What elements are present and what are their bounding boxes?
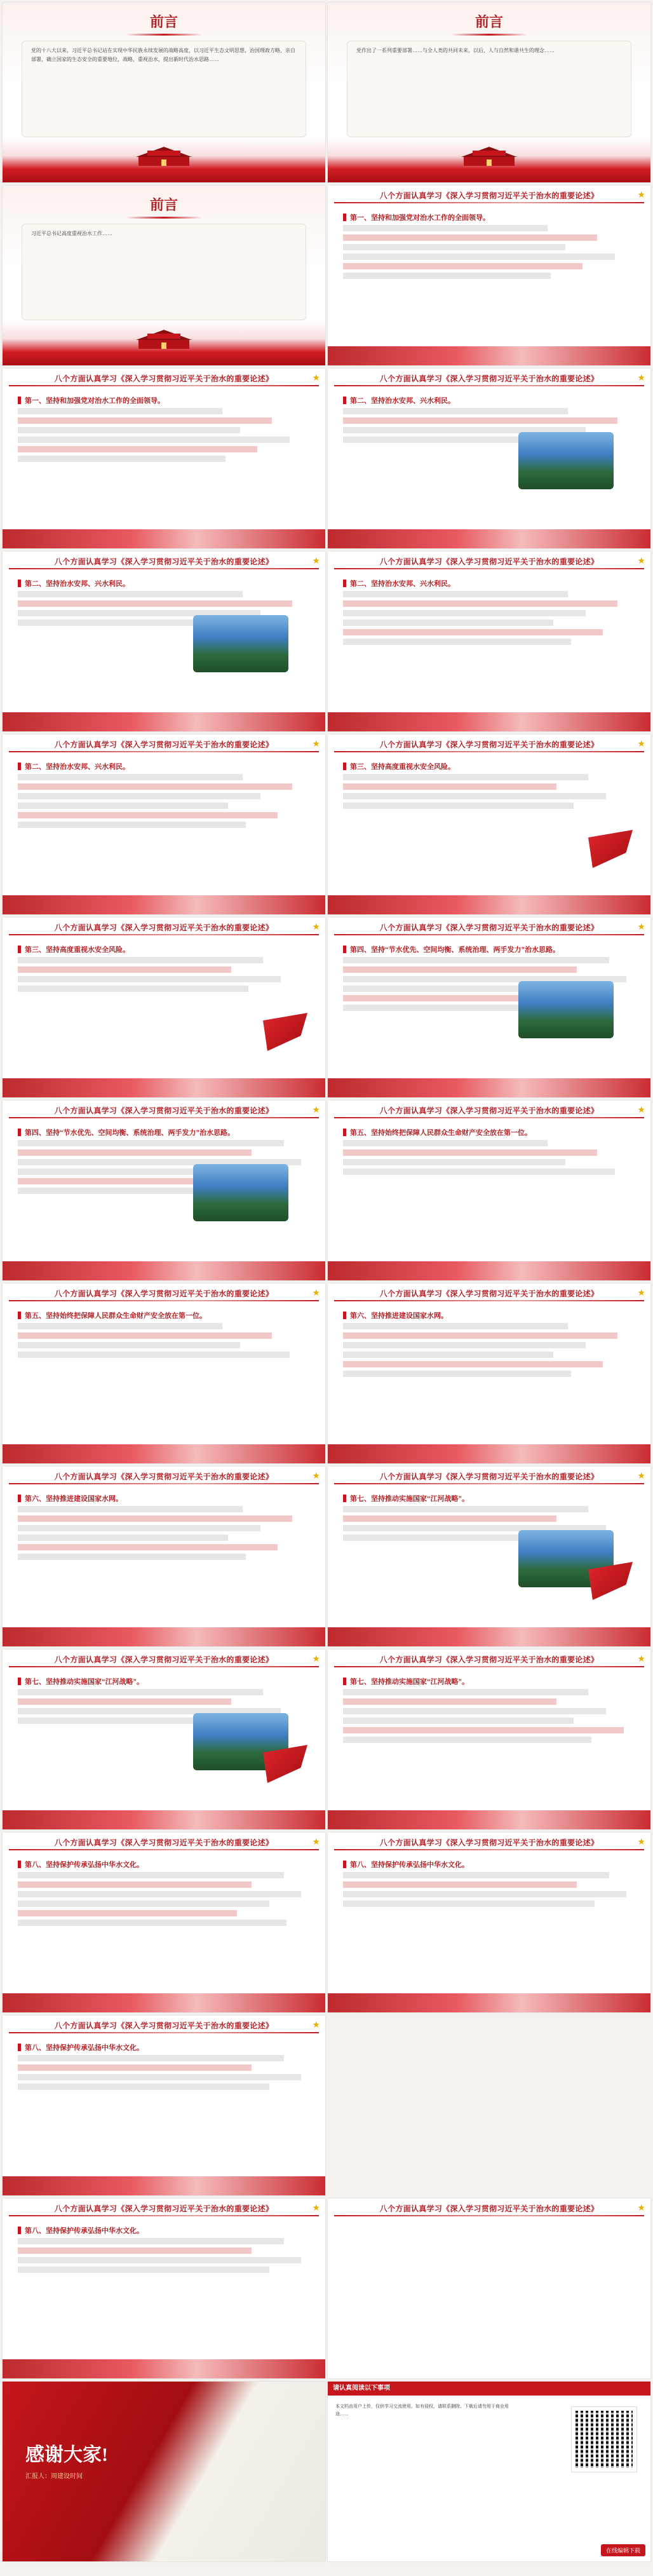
text-line	[343, 793, 606, 799]
text-line	[343, 1332, 617, 1339]
text-line	[18, 2064, 252, 2071]
slide-section-7[interactable]	[328, 1467, 650, 1646]
text-line	[18, 812, 278, 818]
slide-header-title: 八个方面认真学习《深入学习贯彻习近平关于治水的重要论述》	[54, 374, 274, 383]
landscape-photo	[518, 981, 614, 1038]
red-band-decoration	[3, 895, 325, 914]
section-body	[343, 1323, 635, 1380]
star-icon: ★	[312, 2019, 320, 2030]
text-line	[18, 1323, 222, 1329]
text-line	[343, 957, 609, 963]
text-line	[343, 600, 617, 607]
text-line	[343, 1361, 603, 1367]
slide-header-title: 八个方面认真学习《深入学习贯彻习近平关于治水的重要论述》	[379, 1838, 599, 1847]
text-line	[18, 957, 263, 963]
star-icon: ★	[637, 1836, 645, 1847]
section-body	[343, 591, 635, 648]
red-flag-decoration	[263, 1013, 307, 1051]
slide-header-title: 八个方面认真学习《深入学习贯彻习近平关于治水的重要论述》	[379, 1472, 599, 1481]
text-line	[343, 273, 551, 279]
section-heading: 第八、坚持保护传承弘扬中华水文化。	[18, 2225, 144, 2235]
text-line	[18, 600, 292, 607]
header-underline	[9, 1300, 319, 1301]
section-heading: 第八、坚持保护传承弘扬中华水文化。	[18, 2042, 144, 2052]
slide-header	[328, 1467, 650, 1486]
notice-panel	[328, 2382, 650, 2561]
text-line	[18, 803, 228, 809]
text-line	[343, 225, 548, 231]
section-heading: 第一、坚持和加强党对治水工作的全面领导。	[18, 395, 165, 405]
star-icon: ★	[312, 1104, 320, 1115]
star-icon: ★	[637, 555, 645, 566]
section-heading: 第一、坚持和加强党对治水工作的全面领导。	[343, 212, 490, 222]
slide-header	[3, 1467, 325, 1486]
section-heading: 第三、坚持高度重视水安全风险。	[343, 761, 455, 771]
slide-summary[interactable]	[328, 2199, 650, 2378]
text-line	[343, 1891, 626, 1897]
text-line	[343, 254, 615, 260]
text-line	[18, 456, 226, 462]
text-line	[18, 1891, 301, 1897]
section-heading: 第六、坚持推进建设国家水网。	[18, 1493, 123, 1503]
slide-header-title: 八个方面认真学习《深入学习贯彻习近平关于治水的重要论述》	[54, 1472, 274, 1481]
slide-header-title: 八个方面认真学习《深入学习贯彻习近平关于治水的重要论述》	[379, 1106, 599, 1115]
text-line	[18, 822, 246, 828]
section-heading: 第二、坚持治水安邦、兴水利民。	[343, 395, 455, 405]
star-icon: ★	[637, 2202, 645, 2213]
text-line	[343, 1140, 548, 1146]
slide-header-title: 八个方面认真学习《深入学习贯彻习近平关于治水的重要论述》	[54, 1106, 274, 1115]
slide-section-8[interactable]	[3, 2016, 325, 2195]
header-underline	[9, 568, 319, 569]
red-band-decoration	[328, 1627, 650, 1646]
slide-section-8-final[interactable]	[3, 2199, 325, 2378]
text-line	[18, 976, 281, 982]
star-icon: ★	[312, 1470, 320, 1481]
slide-header	[328, 1101, 650, 1120]
red-band-decoration	[3, 529, 325, 548]
red-band-decoration	[3, 1078, 325, 1097]
preface-text: 习近平总书记高度重视治水工作……	[31, 231, 112, 236]
text-line	[18, 2074, 301, 2080]
text-line	[343, 263, 582, 269]
header-underline	[334, 751, 644, 752]
text-line	[18, 1910, 237, 1916]
text-line	[18, 1332, 272, 1339]
section-heading: 第八、坚持保护传承弘扬中华水文化。	[18, 1859, 144, 1869]
slide-header	[3, 2199, 325, 2218]
star-icon: ★	[637, 1653, 645, 1664]
header-underline	[334, 1483, 644, 1484]
text-line	[18, 1342, 240, 1348]
header-underline	[9, 385, 319, 386]
slide-header-title: 八个方面认真学习《深入学习贯彻习近平关于治水的重要论述》	[379, 2204, 599, 2213]
header-underline	[334, 1666, 644, 1667]
text-line	[18, 2247, 252, 2254]
slide-section-2[interactable]	[3, 735, 325, 914]
text-line	[343, 1323, 568, 1329]
text-line	[343, 234, 597, 241]
section-heading: 第六、坚持推进建设国家水网。	[343, 1310, 448, 1320]
text-line	[18, 427, 240, 433]
text-line	[343, 803, 574, 809]
landscape-photo	[193, 615, 288, 672]
text-line	[343, 1342, 586, 1348]
text-line	[18, 1689, 263, 1695]
slide-section-3[interactable]	[328, 735, 650, 914]
slide-section-5[interactable]	[328, 1101, 650, 1280]
text-line	[18, 1881, 252, 1888]
slide-header-title: 八个方面认真学习《深入学习贯彻习近平关于治水的重要论述》	[379, 374, 599, 383]
qr-code-icon	[572, 2407, 636, 2472]
preface-scroll	[22, 224, 306, 320]
text-line	[18, 793, 260, 799]
slide-header	[328, 186, 650, 205]
text-line	[343, 1881, 577, 1888]
preface-text: 党的十八大以来，习近平总书记站在实现中华民族永续发展的战略高度，以习近平生态文明思想，治国理政方略，亲自部署，确立国家的生态安全的重要地位，战略，重视治水，提出新时代治水思路……	[31, 48, 295, 62]
header-underline	[334, 568, 644, 569]
text-line	[343, 629, 603, 635]
star-icon: ★	[312, 372, 320, 383]
slide-header-title: 八个方面认真学习《深入学习贯彻习近平关于治水的重要论述》	[54, 923, 274, 932]
section-body	[343, 1140, 635, 1178]
slide-header-title: 八个方面认真学习《深入学习贯彻习近平关于治水的重要论述》	[379, 923, 599, 932]
slide-preface-2[interactable]	[328, 3, 650, 182]
section-body	[18, 774, 310, 831]
header-underline	[9, 1666, 319, 1667]
slide-header	[328, 1284, 650, 1303]
slide-section-2[interactable]	[328, 552, 650, 731]
tiananmen-icon	[133, 144, 194, 168]
slide-header	[3, 1101, 325, 1120]
text-line	[18, 1901, 269, 1907]
slide-header-title: 八个方面认真学习《深入学习贯彻习近平关于治水的重要论述》	[54, 1655, 274, 1664]
slide-header	[3, 1284, 325, 1303]
section-heading: 第五、坚持始终把保障人民群众生命财产安全放在第一位。	[18, 1310, 206, 1320]
text-line	[343, 244, 565, 250]
header-underline	[334, 1849, 644, 1850]
header-underline	[9, 751, 319, 752]
slide-preface-3[interactable]	[3, 186, 325, 365]
slide-section-4[interactable]	[328, 918, 650, 1097]
slide-header-title: 八个方面认真学习《深入学习贯彻习近平关于治水的重要论述》	[54, 557, 274, 566]
section-body	[18, 408, 310, 465]
section-heading: 第二、坚持治水安邦、兴水利民。	[18, 578, 130, 588]
section-heading: 第四、坚持“节水优先、空间均衡、系统治理、两手发力”治水思路。	[343, 944, 560, 954]
header-underline	[334, 934, 644, 935]
text-line	[18, 2267, 269, 2273]
text-line	[18, 1554, 246, 1560]
slide-header	[328, 552, 650, 571]
star-icon: ★	[637, 1287, 645, 1298]
text-line	[343, 1352, 553, 1358]
text-line	[18, 437, 290, 443]
star-icon: ★	[637, 189, 645, 200]
text-line	[343, 1689, 588, 1695]
download-button[interactable]: 在线编辑下载	[601, 2544, 645, 2556]
header-underline	[9, 2215, 319, 2216]
red-band-decoration	[3, 1810, 325, 1829]
slide-header	[328, 369, 650, 388]
text-line	[18, 1352, 290, 1358]
star-icon: ★	[312, 1287, 320, 1298]
text-line	[343, 1718, 574, 1724]
slide-header-title: 八个方面认真学习《深入学习贯彻习近平关于治水的重要论述》	[379, 740, 599, 749]
text-line	[343, 1169, 615, 1175]
text-line	[18, 2084, 269, 2090]
section-heading: 第三、坚持高度重视水安全风险。	[18, 944, 130, 954]
slide-header-title: 八个方面认真学习《深入学习贯彻习近平关于治水的重要论述》	[54, 1289, 274, 1298]
slide-header	[3, 2016, 325, 2035]
text-line	[343, 610, 586, 616]
header-underline	[334, 2215, 644, 2216]
preface-title: 前言	[328, 11, 650, 36]
section-body	[343, 1872, 635, 1910]
text-line	[18, 1872, 284, 1878]
header-underline	[334, 1300, 644, 1301]
red-band-decoration	[328, 1444, 650, 1463]
slide-section-8[interactable]	[3, 1833, 325, 2012]
slide-thanks[interactable]	[3, 2382, 325, 2561]
star-icon: ★	[312, 921, 320, 932]
section-heading: 第四、坚持“节水优先、空间均衡、系统治理、两手发力”治水思路。	[18, 1127, 234, 1137]
slide-header	[328, 735, 650, 754]
section-heading: 第七、坚持推动实施国家“江河战略”。	[343, 1676, 469, 1686]
text-line	[18, 2238, 284, 2244]
slide-section-7[interactable]	[3, 1650, 325, 1829]
star-icon: ★	[312, 1836, 320, 1847]
notice-title: 请认真阅读以下事项	[328, 2382, 650, 2396]
thanks-subtitle: 汇报人：周建设时间	[25, 2473, 83, 2480]
header-underline	[9, 1849, 319, 1850]
qr-pattern	[576, 2411, 633, 2468]
text-line	[343, 591, 568, 597]
section-heading: 第二、坚持治水安邦、兴水利民。	[18, 761, 130, 771]
slide-header	[328, 1650, 650, 1669]
slide-header-title: 八个方面认真学习《深入学习贯彻习近平关于治水的重要论述》	[54, 740, 274, 749]
star-icon: ★	[312, 555, 320, 566]
section-body	[343, 225, 635, 282]
text-line	[343, 639, 571, 645]
section-heading: 第七、坚持推动实施国家“江河战略”。	[343, 1493, 469, 1503]
text-line	[18, 1525, 260, 1531]
slide-header	[3, 1650, 325, 1669]
preface-title: 前言	[3, 194, 325, 219]
text-line	[343, 966, 577, 973]
star-icon: ★	[312, 2202, 320, 2213]
red-flag-decoration	[588, 830, 633, 868]
text-line	[343, 1159, 565, 1165]
thanks-title: 感谢大家!	[25, 2444, 108, 2465]
section-body	[18, 957, 310, 995]
text-line	[18, 2055, 284, 2061]
slide-section-6[interactable]	[328, 1284, 650, 1463]
header-underline	[9, 1483, 319, 1484]
header-underline	[9, 1117, 319, 1118]
text-line	[343, 774, 588, 780]
tiananmen-icon	[459, 144, 520, 168]
slide-section-8[interactable]	[328, 1833, 650, 2012]
text-line	[18, 986, 248, 992]
slide-section-1a[interactable]	[328, 186, 650, 365]
section-body	[18, 2238, 310, 2276]
text-line	[18, 774, 243, 780]
slide-notice[interactable]	[328, 2382, 650, 2561]
text-line	[18, 1698, 231, 1705]
section-heading: 第八、坚持保护传承弘扬中华水文化。	[343, 1859, 469, 1869]
preface-scroll	[22, 41, 306, 137]
section-heading: 第二、坚持治水安邦、兴水利民。	[343, 578, 455, 588]
red-band-decoration	[328, 712, 650, 731]
text-line	[343, 1737, 591, 1743]
section-body	[18, 1323, 310, 1361]
preface-scroll	[347, 41, 631, 137]
red-band-decoration	[328, 346, 650, 365]
slide-header	[328, 2199, 650, 2218]
red-band-decoration	[3, 2176, 325, 2195]
section-body	[18, 2055, 310, 2093]
slide-header-title: 八个方面认真学习《深入学习贯彻习近平关于治水的重要论述》	[54, 1838, 274, 1847]
slide-section-6[interactable]	[3, 1467, 325, 1646]
text-line	[18, 408, 222, 414]
red-band-decoration	[3, 1444, 325, 1463]
notice-text: 本文档由用户上传，仅供学习交流使用。如有侵权，请联系删除。下载后请勿用于商业用途……	[335, 2404, 509, 2417]
red-band-decoration	[328, 1810, 650, 1829]
red-band-decoration	[3, 2359, 325, 2378]
slide-header-title: 八个方面认真学习《深入学习贯彻习近平关于治水的重要论述》	[54, 2204, 274, 2213]
text-line	[343, 408, 568, 414]
slide-header	[3, 369, 325, 388]
text-line	[343, 1708, 606, 1714]
slide-header-title: 八个方面认真学习《深入学习贯彻习近平关于治水的重要论述》	[379, 191, 599, 200]
tiananmen-icon	[133, 327, 194, 351]
red-band-decoration	[3, 1993, 325, 2012]
header-underline	[9, 934, 319, 935]
slide-header	[3, 552, 325, 571]
red-band-decoration	[3, 1627, 325, 1646]
red-band-decoration	[328, 895, 650, 914]
star-icon: ★	[637, 1104, 645, 1115]
star-icon: ★	[312, 1653, 320, 1664]
section-body	[18, 1872, 310, 1929]
text-line	[18, 1149, 252, 1156]
text-line	[18, 1506, 243, 1512]
slide-preface-1[interactable]	[3, 3, 325, 182]
red-band-decoration	[328, 1078, 650, 1097]
slide-header	[3, 918, 325, 937]
slide-header-title: 八个方面认真学习《深入学习贯彻习近平关于治水的重要论述》	[379, 1289, 599, 1298]
slide-header-title: 八个方面认真学习《深入学习贯彻习近平关于治水的重要论述》	[379, 557, 599, 566]
slide-header	[328, 918, 650, 937]
section-heading: 第七、坚持推动实施国家“江河战略”。	[18, 1676, 144, 1686]
star-icon: ★	[637, 921, 645, 932]
section-heading: 第五、坚持始终把保障人民群众生命财产安全放在第一位。	[343, 1127, 532, 1137]
text-line	[18, 1544, 278, 1550]
slide-section-3[interactable]	[3, 918, 325, 1097]
header-underline	[334, 202, 644, 203]
text-line	[343, 1872, 609, 1878]
text-line	[18, 1140, 284, 1146]
text-line	[18, 446, 257, 452]
slide-header-title: 八个方面认真学习《深入学习贯彻习近平关于治水的重要论述》	[379, 1655, 599, 1664]
red-band-decoration	[3, 1261, 325, 1280]
text-line	[18, 783, 292, 790]
slide-section-2[interactable]	[328, 369, 650, 548]
section-body	[18, 1506, 310, 1563]
text-line	[18, 1535, 228, 1541]
slide-header-title: 八个方面认真学习《深入学习贯彻习近平关于治水的重要论述》	[54, 2021, 274, 2030]
header-underline	[334, 1117, 644, 1118]
text-line	[18, 2257, 301, 2263]
header-underline	[9, 2032, 319, 2033]
text-line	[343, 783, 556, 790]
slide-header	[3, 735, 325, 754]
text-line	[18, 591, 243, 597]
text-line	[343, 1371, 571, 1377]
slide-section-2[interactable]	[3, 552, 325, 731]
slide-header	[3, 1833, 325, 1852]
text-line	[343, 620, 553, 626]
red-band-decoration	[328, 529, 650, 548]
text-line	[343, 1506, 588, 1512]
text-line	[343, 1515, 556, 1522]
red-band-decoration	[328, 1993, 650, 2012]
red-band-decoration	[328, 1261, 650, 1280]
text-line	[343, 1727, 624, 1733]
landscape-photo	[518, 432, 614, 489]
text-line	[18, 1920, 286, 1926]
slide-section-4[interactable]	[3, 1101, 325, 1280]
star-icon: ★	[312, 738, 320, 749]
landscape-photo	[193, 1164, 288, 1221]
red-band-decoration	[3, 712, 325, 731]
text-line	[343, 417, 617, 424]
header-underline	[334, 385, 644, 386]
text-line	[343, 1901, 595, 1907]
star-icon: ★	[637, 738, 645, 749]
text-line	[18, 966, 231, 973]
preface-title: 前言	[3, 11, 325, 36]
star-icon: ★	[637, 372, 645, 383]
slide-section-1[interactable]	[3, 369, 325, 548]
text-line	[18, 1515, 292, 1522]
slide-section-5[interactable]	[3, 1284, 325, 1463]
text-line	[343, 1149, 597, 1156]
star-icon: ★	[637, 1470, 645, 1481]
text-line	[18, 417, 272, 424]
slide-header	[328, 1833, 650, 1852]
section-body	[343, 774, 635, 812]
slide-section-7[interactable]	[328, 1650, 650, 1829]
preface-text: 党作出了一系列重要部署……与全人类的共同未来，以后，人与自然和谐共生的理念……	[356, 48, 555, 53]
text-line	[343, 1698, 556, 1705]
section-body	[343, 1689, 635, 1746]
